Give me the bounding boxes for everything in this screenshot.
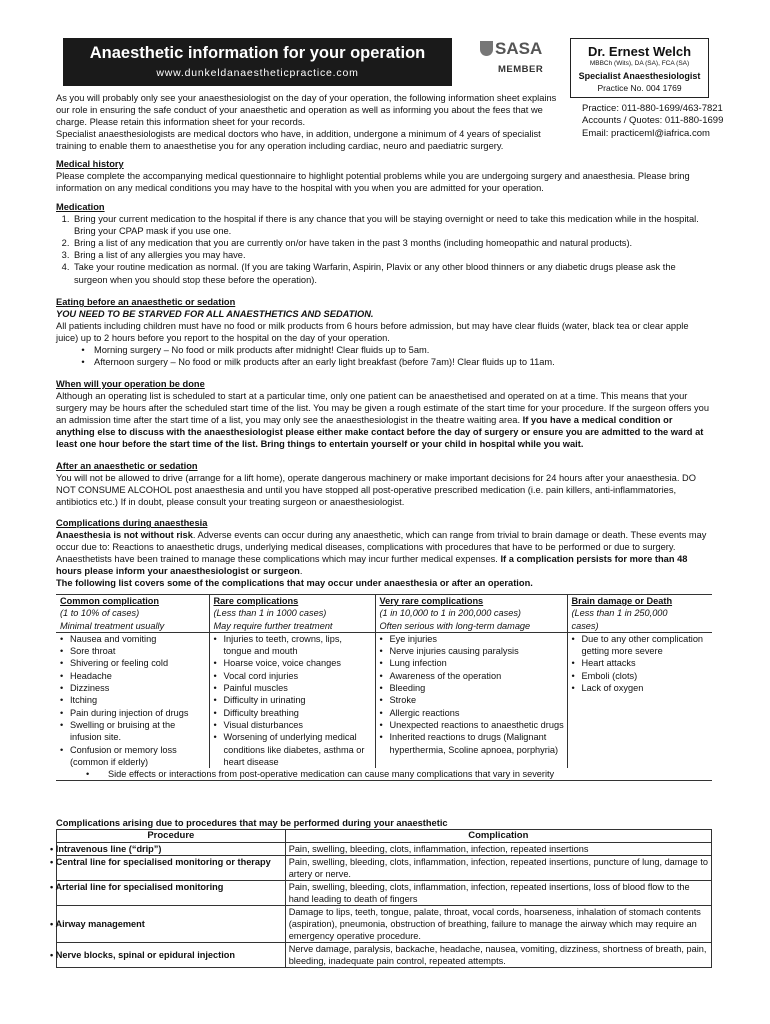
very-rare-complications-list <box>380 633 565 756</box>
list-item: • Heart attacks <box>572 657 711 669</box>
risk-text: . Adverse events can occur during any anaesthetic, which can range from trivial to brain damage or death. These events may occur due to: Reactions to anaesthetic drugs, underlying medical diseases, complications with procedures that have to be performed or due to surgery. Anaesthetists have been trained to manage these complications which may incur further medical expenses. <box>56 530 707 565</box>
column-header-procedure: Procedure <box>57 830 286 843</box>
medication-section <box>56 201 710 286</box>
list-item: • Difficulty in urinating <box>214 694 373 706</box>
section-text <box>56 390 710 450</box>
practice-number: Practice No. 004 1769 <box>597 83 682 93</box>
complications-section <box>56 517 710 590</box>
medication-list <box>56 213 710 286</box>
column-title: Rare complications <box>213 596 299 606</box>
procedures-table <box>50 829 712 968</box>
procedure-cell: • Arterial line for specialised monitoring <box>57 881 286 906</box>
doctor-name: Dr. Ernest Welch <box>587 44 692 59</box>
section-heading: Medication <box>56 202 105 212</box>
column-subtitle: (1 to 10% of cases) <box>60 608 140 619</box>
risk-warning: If a complication persists for more than 48 hours please inform your anaesthesiologist or surgeon <box>56 554 688 577</box>
complication-cell: Pain, swelling, bleeding, clots, inflammation, infection, repeated insertions <box>285 843 711 856</box>
list-item: • Confusion or memory loss (common if elderly) <box>60 744 207 769</box>
complication-cell: Pain, swelling, bleeding, clots, inflammation, infection, repeated insertions, loss of blood flow to the hand leading to death of fingers <box>285 881 711 906</box>
complication-cell: Damage to lips, teeth, tongue, palate, throat, vocal cords, hoarseness, inhalation of stomach contents (aspiration), pneumonia, obstruction of breathing, failure to manage the airway which may require an emergency operative procedure. <box>285 906 711 943</box>
column-title: Very rare complications <box>379 596 484 606</box>
when-section <box>56 378 710 451</box>
procedure-name: Central line for specialised monitoring or therapy <box>55 857 271 867</box>
list-item: • Nausea and vomiting <box>60 633 207 645</box>
shield-icon <box>480 41 493 56</box>
practice-phone: Practice: 011-880-1699/463-7821 <box>582 103 723 114</box>
list-item: • Stroke <box>380 694 565 706</box>
common-complications-list <box>60 633 207 768</box>
list-item: • Visual disturbances <box>214 719 373 731</box>
table-row <box>57 943 712 968</box>
section-heading: After an anaesthetic or sedation <box>56 461 198 471</box>
list-item: • Worsening of underlying medical conditions like diabetes, asthma or heart disease <box>214 731 373 768</box>
complication-cell: Nerve damage, paralysis, backache, headache, nausea, vomiting, dizziness, shortness of breath, pain, bleeding, inadequate pain control, repeated attempts. <box>285 943 711 968</box>
rare-complications-list <box>214 633 373 768</box>
risk-lead: Anaesthesia is not without risk <box>56 530 193 541</box>
when-bold-text: If you have a medical condition or anything else to discuss with the anaesthesiologist please either make contact before the day of surgery or ensure you are admitted to the ward at least one hour before the start time of the list. Bring things to entertain yourself or your child in hospital while you wait. <box>56 415 704 450</box>
after-section <box>56 460 710 508</box>
section-text: Please complete the accompanying medical questionnaire to highlight potential problems while you are undergoing surgery and anaesthesia. Please bring information on any medical conditions you may have to the hospital with you when you are admitted for your operation. <box>56 171 690 194</box>
list-item: 2. Bring a list of any medication that you are currently on/or have taken in the past 3 months (including homeopathic and natural products). <box>72 237 710 249</box>
complications-table <box>56 594 712 781</box>
intro-paragraph: Specialist anaesthesiologists are medical doctors who have, in addition, undergone a minimum of 4 years of specialist training to enable them to anaesthetise you for any operation including cardiac, neuro and paediatric surgery. <box>56 129 541 152</box>
table-row <box>57 843 712 856</box>
list-item: • Hoarse voice, voice changes <box>214 657 373 669</box>
sasa-logo <box>480 40 552 80</box>
list-item: 3. Bring a list of any allergies you may have. <box>72 249 710 261</box>
intro-paragraph: As you will probably only see your anaesthesiologist on the day of your operation, the following information sheet explains our role in ensuring the safe conduct of your anaesthetic and operation as well as informing you about the fees that we charge. Please retain this information sheet for your records. <box>56 93 557 128</box>
list-item: • Awareness of the operation <box>380 670 565 682</box>
list-heading: The following list covers some of the complications that may occur under anaesthesia or after an operation. <box>56 578 533 589</box>
doctor-specialty: Specialist Anaesthesiologist <box>578 71 701 81</box>
list-item: • Injuries to teeth, crowns, lips, tongue and mouth <box>214 633 373 658</box>
list-item: • Due to any other complication getting more severe <box>572 633 711 658</box>
column-subtitle: (1 in 10,000 to 1 in 200,000 cases) <box>379 608 521 619</box>
column-items <box>567 632 712 768</box>
procedure-name: Nerve blocks, spinal or epidural injection <box>55 950 235 960</box>
column-title: Brain damage or Death <box>571 596 673 606</box>
list-item: • Allergic reactions <box>380 707 565 719</box>
eating-section <box>56 296 710 369</box>
table-row <box>57 856 712 881</box>
column-subtitle: (Less than 1 in 250,000 <box>571 608 668 619</box>
table-footer <box>56 768 712 781</box>
list-item: • Unexpected reactions to anaesthetic drugs <box>380 719 565 731</box>
list-item: • Lung infection <box>380 657 565 669</box>
email-address[interactable]: Email: practiceml@iafrica.com <box>582 127 710 139</box>
footer-bullet-text: Side effects or interactions from post-operative medication can cause many complications that vary in severity <box>108 769 555 780</box>
section-heading: Complications during anaesthesia <box>56 518 208 528</box>
section-heading: Medical history <box>56 159 124 169</box>
list-item: • Nerve injuries causing paralysis <box>380 645 565 657</box>
list-item: 1. Bring your current medication to the hospital if there is any chance that you will be staying overnight or need to take this medication while in the hospital. Bring your CPAP mask if you use one. <box>72 213 710 237</box>
list-item: • Eye injuries <box>380 633 565 645</box>
doctor-box <box>570 38 709 98</box>
list-item: 4. Take your routine medication as normal. (If you are taking Warfarin, Aspirin, Plavix or any other blood thinners or any diabetic drugs please ask the surgeon when you should stop these before the operation). <box>72 261 710 285</box>
list-item: • Difficulty breathing <box>214 707 373 719</box>
section-text <box>56 529 710 577</box>
starvation-warning: YOU NEED TO BE STARVED FOR ALL ANAESTHETICS AND SEDATION. <box>56 309 374 320</box>
website-url[interactable]: www.dunkeldanaestheticpractice.com <box>156 67 359 79</box>
list-item: • Sore throat <box>60 645 207 657</box>
table-row <box>57 881 712 906</box>
doctor-qualifications: MBBCh (Wits), DA (SA), FCA (SA) <box>589 60 690 67</box>
column-header <box>567 595 712 633</box>
column-items <box>375 632 567 768</box>
list-item: • Pain during injection of drugs <box>60 707 207 719</box>
list-item: • Dizziness <box>60 682 207 694</box>
column-header <box>375 595 567 633</box>
procedure-name: Airway management <box>55 919 145 929</box>
column-subtitle: May require further treatment <box>213 620 333 631</box>
list-item: • Shivering or feeling cold <box>60 657 207 669</box>
fasting-list <box>56 344 710 368</box>
severe-complications-list <box>572 633 711 694</box>
when-text: Although an operating list is scheduled to start at a particular time, only one patient can be anaesthetised and operated on at a time. This means that your surgery may be hours after the scheduled start time of the list. You may be given a rough estimate of the start time for your procedure. If the surgeon offers you an admission time after the start time of a list, you may only see the anaesthesiologist in the theatre waiting area. <box>56 391 710 426</box>
list-item: • Afternoon surgery – No food or milk products after an early light breakfast (before 7am)! Clear fluids up to 11am. <box>94 356 710 368</box>
sasa-member-label: MEMBER <box>498 64 544 75</box>
procedure-cell: • Central line for specialised monitoring or therapy <box>57 856 286 881</box>
intro-text <box>56 92 566 152</box>
list-item: • Swelling or bruising at the infusion site. <box>60 719 207 744</box>
section-heading: Eating before an anaesthetic or sedation <box>56 297 236 307</box>
complication-cell: Pain, swelling, bleeding, clots, inflammation, infection, repeated insertions, puncture of lung, damage to artery or nerve. <box>285 856 711 881</box>
column-title: Common complication <box>60 596 160 606</box>
procedure-cell: • Intravenous line (“drip”) <box>57 843 286 856</box>
procedure-name: Arterial line for specialised monitoring <box>55 882 224 892</box>
list-item: • Headache <box>60 670 207 682</box>
table-row <box>57 906 712 943</box>
column-header <box>56 595 209 633</box>
contact-details <box>582 103 757 140</box>
column-subtitle: (Less than 1 in 1000 cases) <box>213 608 327 619</box>
list-item: • Vocal cord injuries <box>214 670 373 682</box>
procedure-cell: • Airway management <box>57 906 286 943</box>
bullet-icon: • <box>86 769 90 780</box>
procedure-name: Intravenous line (“drip”) <box>55 844 162 854</box>
column-subtitle: Minimal treatment usually <box>60 620 165 631</box>
column-subtitle: cases) <box>571 620 599 631</box>
list-item: • Morning surgery – No food or milk products after midnight! Clear fluids up to 5am. <box>94 344 710 356</box>
sasa-logo-text: SASA <box>495 39 543 58</box>
risk-end: . <box>299 566 303 577</box>
column-header <box>209 595 375 633</box>
medical-history-section <box>56 158 710 194</box>
column-items <box>209 632 375 768</box>
list-item: • Emboli (clots) <box>572 670 711 682</box>
page-title: Anaesthetic information for your operation <box>89 44 426 62</box>
list-item: • Bleeding <box>380 682 565 694</box>
list-item: • Itching <box>60 694 207 706</box>
list-item: • Lack of oxygen <box>572 682 711 694</box>
column-subtitle: Often serious with long-term damage <box>379 620 531 631</box>
title-banner <box>63 38 452 86</box>
column-header-complication: Complication <box>285 830 711 843</box>
column-items <box>56 632 209 768</box>
section-text: You will not be allowed to drive (arrange for a lift home), operate dangerous machinery or make important decisions for 24 hours after your anaesthesia. DO NOT CONSUME ALCOHOL post anaesthesia and until you have stopped all post-operative prescribed medication (i.e. pain killers, anti-inflammatories, antibiotics etc.) If in doubt, please consult your treating surgeon or anaesthesiologist. <box>56 473 696 508</box>
procedure-cell: • Nerve blocks, spinal or epidural injection <box>57 943 286 968</box>
list-item: • Painful muscles <box>214 682 373 694</box>
procedures-heading: Complications arising due to procedures that may be performed during your anaesthetic <box>56 818 448 828</box>
section-text: All patients including children must have no food or milk products from 6 hours before admission, but may have clear fluids (water, black tea or clear apple juice) up to 2 hours before you report to the hospital on the day of your operation. <box>56 321 689 344</box>
section-heading: When will your operation be done <box>56 379 205 389</box>
list-item: • Inherited reactions to drugs (Malignant hyperthermia, Scoline apnoea, porphyria) <box>380 731 565 756</box>
accounts-phone: Accounts / Quotes: 011-880-1699 <box>582 115 724 127</box>
